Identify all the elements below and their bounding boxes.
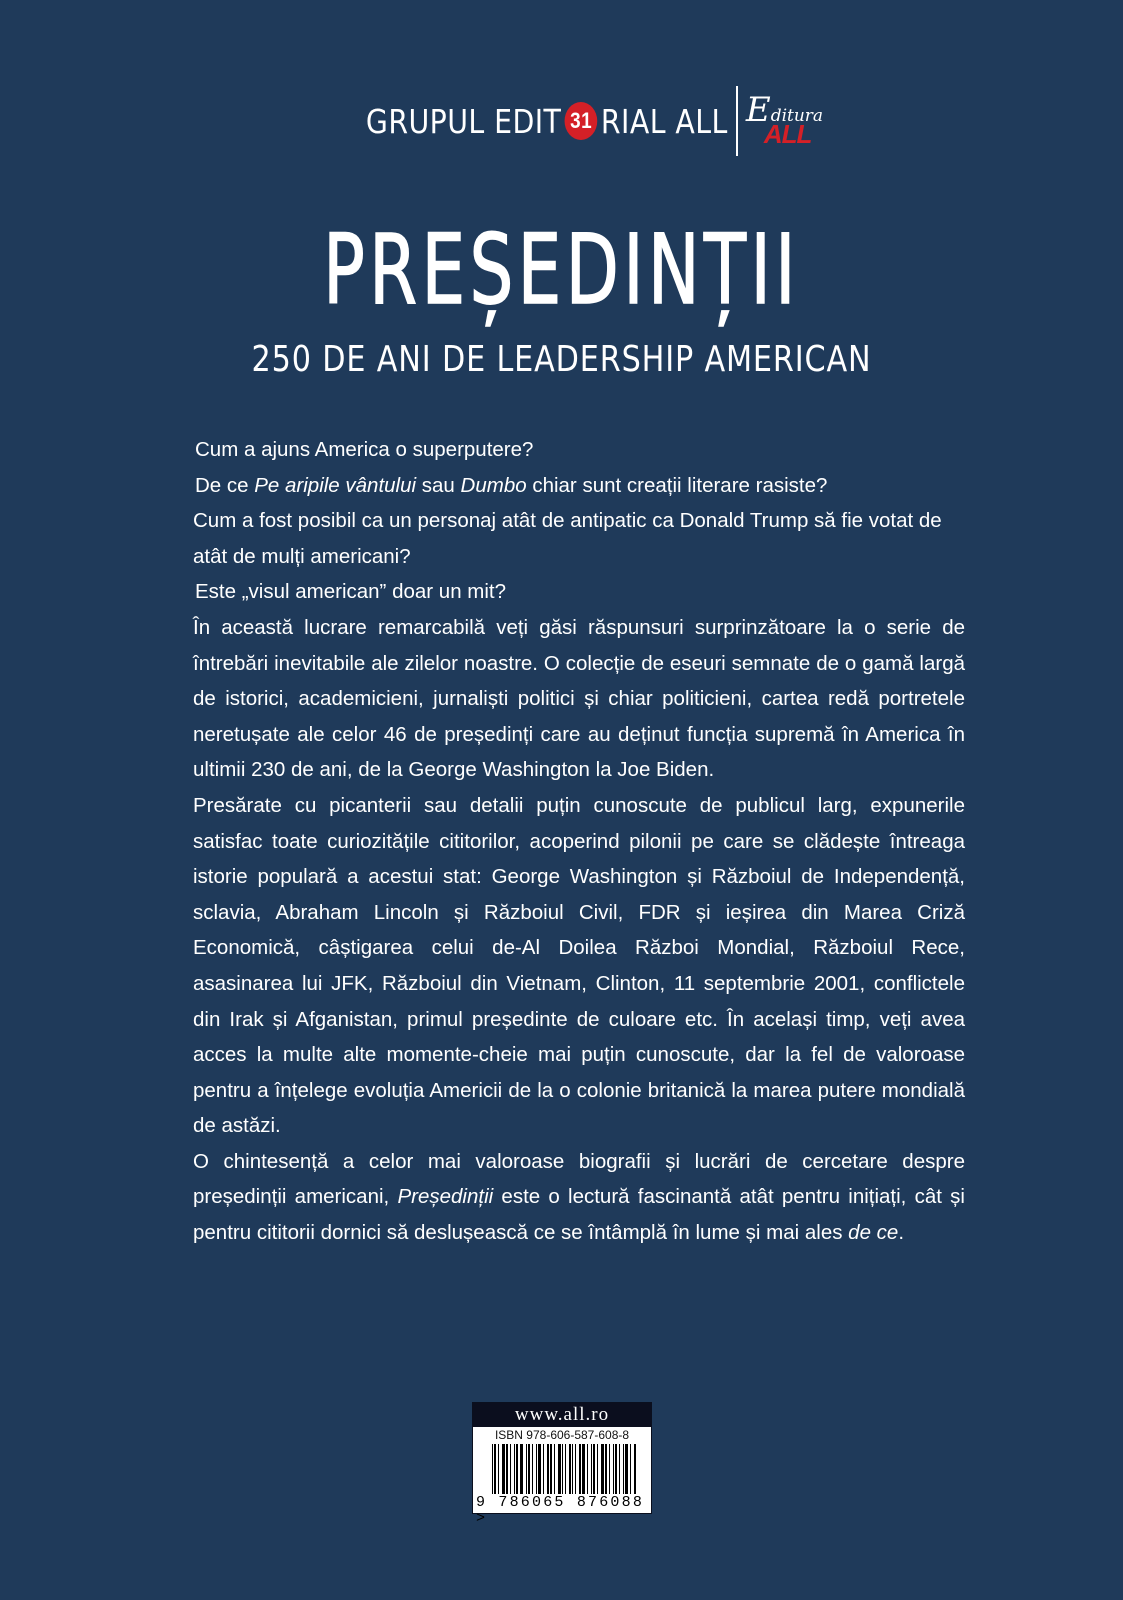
barcode-icon <box>487 1444 641 1494</box>
publisher-name-part1: GRUPUL EDIT <box>366 101 562 141</box>
imprint-script: Editura <box>745 90 824 130</box>
question-1: Cum a ajuns America o superputere? <box>195 438 534 461</box>
paragraph-1: În această lucrare remarcabilă veți găsi răspunsuri surprinzătoare la o serie de întrebări inevitabile ale zilelor noastre. O colecție de eseuri semnate de o gamă largă de istorici, academicieni, jurnaliști politici și chiar politicieni, cartea redă portretele neretușate ale celor 46 de președinți care au deținut funcția supremă în America în ultimii 230 de ani, de la George Washington la Joe Biden. <box>193 615 965 782</box>
book-title: PREȘEDINȚII <box>323 214 800 326</box>
book-subtitle: 250 DE ANI DE LEADERSHIP AMERICAN <box>251 339 872 380</box>
publisher-name <box>366 102 728 141</box>
paragraph-2: Presărate cu picanterii sau detalii puțin cunoscute de publicul larg, expunerile satisfac toate curiozitățile cititorilor, acoperind pilonii pe care se clădește întreaga istorie populară a acestui stat: George Washington și Războiul de Independență, sclavia, Abraham Lincoln și Războiul Civil, FDR și ieșirea din Marea Criză Economică, câștigarea celui de-Al Doilea Război Mondial, Războiul Rece, asasinarea lui JFK, Războiul din Vietnam, Clinton, 11 septembrie 2001, conflictele din Irak și Afganistan, primul președinte de culoare etc. În același timp, veți avea acces la multe alte momente-cheie mai puțin cunoscute, dar la fel de valoroase pentru a înțelege evoluția Americii de la o colonie britanică la marea putere mondială de astăzi. <box>193 793 965 1138</box>
question-3: Cum a fost posibil ca un personaj atât de antipatic ca Donald Trump să fie votat de atât de mulți americani? <box>193 509 942 568</box>
imprint-brand: ALL <box>763 119 812 149</box>
publisher-logo <box>0 86 1123 156</box>
isbn-number: ISBN 978-606-587-608-8 <box>494 1428 630 1442</box>
anniversary-badge-icon: 31 <box>565 102 598 140</box>
question-2: De ce Pe aripile vântului sau Dumbo chiar sunt creații literare rasiste? <box>195 473 828 497</box>
publisher-website: www.all.ro <box>473 1403 651 1427</box>
paragraph-3: O chintesență a celor mai valoroase biografii și lucrări de cercetare despre președinții americani, Președinții este o lectură fascinantă atât pentru inițiați, cât și pentru cititorii dornici să deslușească ce se întâmplă în lume și mai ales de ce. <box>193 1149 965 1245</box>
isbn-barcode <box>472 1402 652 1527</box>
imprint-logo <box>744 88 824 154</box>
back-cover-blurb <box>193 432 965 1251</box>
logo-divider <box>736 86 738 156</box>
barcode-digits: 9 786065 876088 > <box>476 1494 645 1527</box>
publisher-name-part2: RIAL ALL <box>601 101 728 141</box>
question-4: Este „visul american” doar un mit? <box>195 580 507 604</box>
